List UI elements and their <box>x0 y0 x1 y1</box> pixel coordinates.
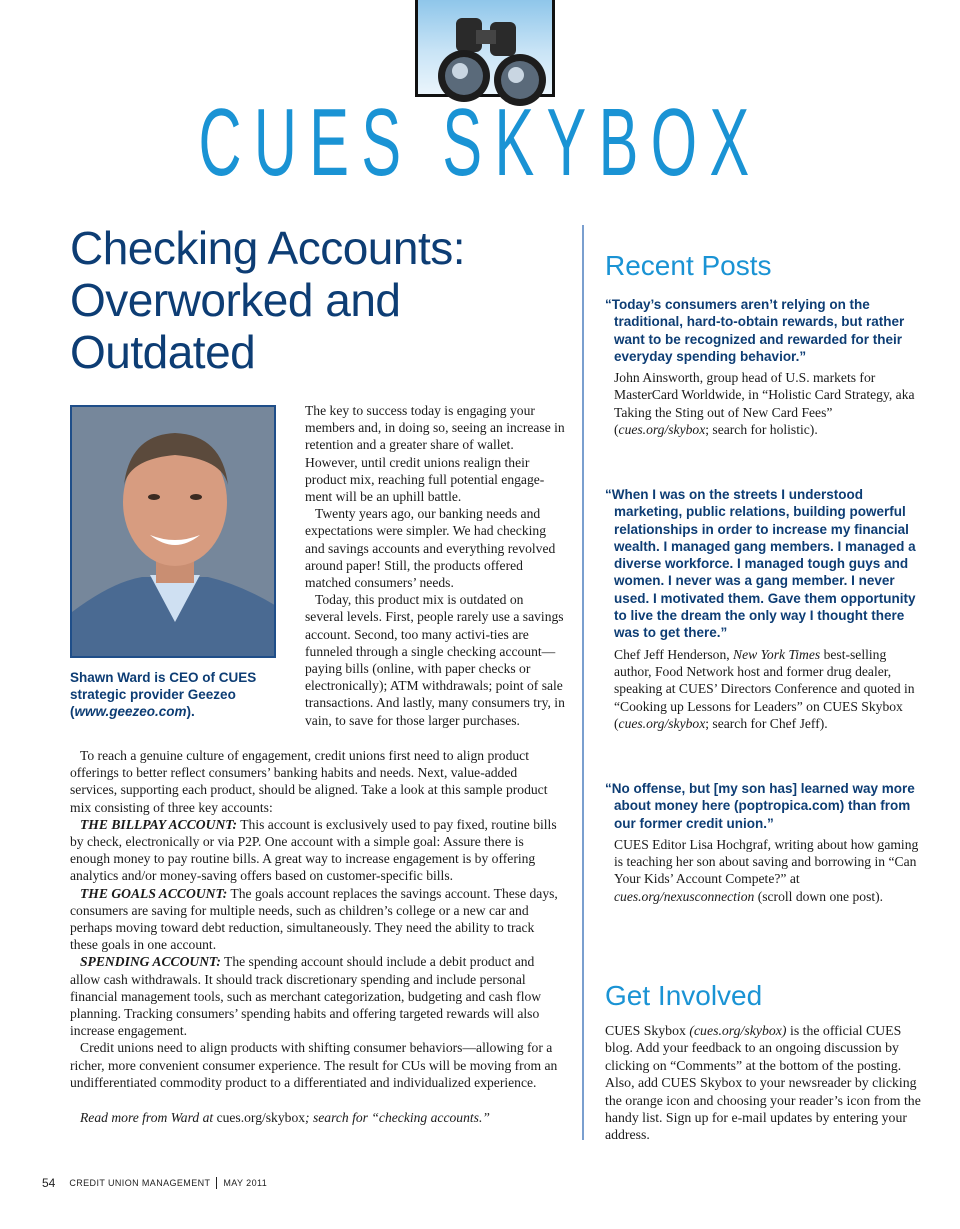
article-column-narrow <box>305 402 565 729</box>
publication-name: CREDIT UNION MANAGEMENT <box>69 1178 211 1188</box>
post-attribution: John Ainsworth, group head of U.S. markets for MasterCard Worldwide, in “Holistic Card Strategy, aka Taking the Sting out of New Card Fees” (cues.org/skybox; search for holistic). <box>614 370 915 438</box>
read-more: Read more from Ward at cues.org/skybox; search for “checking accounts.” <box>80 1110 490 1126</box>
goals-paragraph: THE GOALS ACCOUNT: The goals account replaces the savings account. These days, consumers are saving for multiple needs, such as children’s college or a new car and perhaps moving toward debt reduction, simultaneously. They need the ability to track these goals in one account. <box>70 885 558 953</box>
recent-post-3 <box>605 780 925 905</box>
article-column-wide <box>70 747 565 1126</box>
post-link[interactable]: cues.org/nexusconnection <box>614 888 755 904</box>
post-quote: “When I was on the streets I understood marketing, public relations, building powerful relationships in order to increase my financial wealth. I managed gang members. I managed a diverse workforce. I managed tough guys and women. I never was a gang member. I never used. I motivated them. Gave them opportunity to live the dream the only way I thought there was to get there.” <box>605 487 916 641</box>
post-link[interactable]: cues.org/skybox <box>618 422 706 438</box>
issue-date: MAY 2011 <box>223 1178 268 1188</box>
article-paragraph: Today, this product mix is outdated on several levels. First, people rarely use a savings account. Second, too many activi-ties are funneled through a single checking account—paying bills (online, with paper checks or electronically); ATM withdrawals; point of sale transactions. And lastly, many consumers try, in vain, to save for those larger purchases. <box>305 592 565 728</box>
footer-separator <box>216 1177 217 1189</box>
photo-caption: Shawn Ward is CEO of CUES strategic provider Geezeo (www.geezeo.com). <box>70 670 257 719</box>
post-attribution: CUES Editor Lisa Hochgraf, writing about how gaming is teaching her son about saving and borrowing in “Can Your Kids’ Account Compete?” at cues.org/nexusconnection (scroll down one post). <box>614 836 919 904</box>
recent-posts-section <box>605 250 925 282</box>
article-paragraph: To reach a genuine culture of engagement, credit unions first need to align product offerings to better reflect consumers’ banking habits and needs. Next, value-added services, supporting each product, should be aligned. Take a look at this sample product mix consisting of three key accounts: <box>70 748 548 815</box>
billpay-paragraph: THE BILLPAY ACCOUNT: This account is exclusively used to pay fixed, routine bills by check, electronically or via P2P. One account with a simple goal: Assure there is enough money to pay routine bills. A great way to increase engagement is by offering analytics and/or money-saving offers based on customer-specific bills. <box>70 816 557 884</box>
article-headline: Checking Accounts: Overworked and Outdated <box>70 222 466 378</box>
page-number: 54 <box>42 1176 56 1190</box>
recent-posts-title: Recent Posts <box>605 250 772 281</box>
article-paragraph: Credit unions need to align products with shifting consumer behaviors—allowing for a richer, more convenient consumer experience. The result for CUs will be moving from an undifferentiated commodity product to a differentiated and individualized experience. <box>70 1040 558 1090</box>
recent-post-1 <box>605 296 925 438</box>
get-involved-section <box>605 980 925 1144</box>
column-divider <box>582 225 584 1140</box>
post-link[interactable]: cues.org/skybox <box>618 715 706 731</box>
page-footer <box>42 1176 267 1190</box>
masthead-title: CUES SKYBOX <box>198 89 762 196</box>
recent-post-2 <box>605 486 925 732</box>
read-more-link[interactable]: cues.org/skybox <box>216 1110 306 1126</box>
spending-paragraph: SPENDING ACCOUNT: The spending account should include a debit product and allow cash withdrawals. It should track discretionary spending and include personal financial management tools, such as merchant categorization, budgeting and cash flow planning. Tracking consumers’ spending habits and offering targeted rewards will also increase engagement. <box>70 954 542 1039</box>
article-paragraph: Twenty years ago, our banking needs and expectations were simpler. We had checking and savings accounts and everything revolved around paper! Still, the products offered matched consumers’ needs. <box>305 506 556 591</box>
geezeo-link[interactable]: www.geezeo.com <box>74 704 187 719</box>
article-paragraph: The key to success today is engaging your members and, in doing so, seeing an increase in retention and a greater share of wallet. However, until credit unions realign their product mix, reaching full potential engage-ment will be an uphill battle. <box>305 403 565 505</box>
post-quote: “Today’s consumers aren’t relying on the traditional, hard-to-obtain rewards, but rather want to be recognized and rewarded for their everyday spending behavior.” <box>605 297 905 364</box>
get-involved-title: Get Involved <box>605 980 763 1011</box>
post-attribution: Chef Jeff Henderson, New York Times best-selling author, Food Network host and former drug dealer, speaking at CUES’ Directors Conference and quoted in “Cooking up Lessons for Leaders” on CUES Skybox (cues.org/skybox; search for Chef Jeff). <box>614 646 915 731</box>
binoculars-logo <box>415 0 555 97</box>
skybox-link[interactable]: (cues.org/skybox) <box>689 1023 787 1038</box>
author-photo <box>70 405 276 658</box>
portrait-image <box>72 407 276 658</box>
get-involved-text: CUES Skybox (cues.org/skybox) is the official CUES blog. Add your feedback to an ongoing discussion by clicking on “Comments” at the bottom of the posting. Also, add CUES Skybox to your newsreader by clicking the orange icon and choosing your reader’s icon from the handy list. Sign up for e-mail updates by entering your address. <box>605 1023 921 1143</box>
post-quote: “No offense, but [my son has] learned way more about money here (poptropica.com) than from our former credit union.” <box>605 781 915 831</box>
